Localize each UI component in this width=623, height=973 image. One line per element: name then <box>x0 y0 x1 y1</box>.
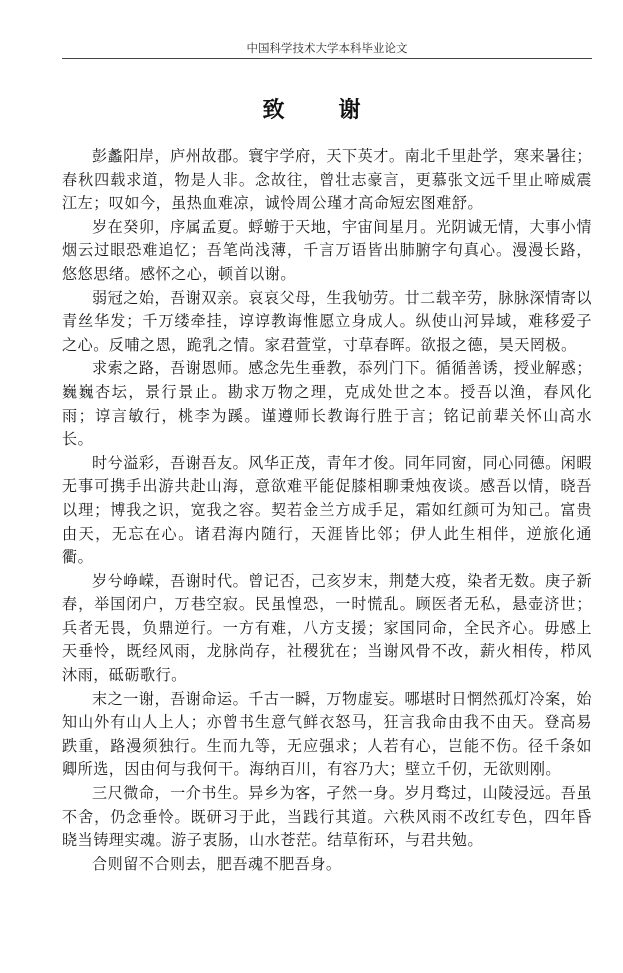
acknowledgement-body <box>62 145 592 876</box>
paragraph: 岁兮峥嵘，吾谢时代。曾记否，己亥岁末，荆楚大疫，染者无数。庚子新春，举国闭户，万巷空寂。民虽惶恐，一时慌乱。顾医者无私，悬壶济世；兵者无畏，负鼎逆行。一方有难，八方支援；家国同命，全民齐心。毋感上天垂怜，既经风雨，龙脉尚存，社稷犹在；当谢风骨不改，薪火相传，栉风沐雨，砥砺歌行。 <box>62 571 592 685</box>
paragraph: 求索之路，吾谢恩师。感念先生垂教，忝列门下。循循善诱，授业解惑；巍巍杏坛，景行景止。勘求万物之理，克成处世之本。授吾以渔，春风化雨；谆言敏行，桃李为蹊。谨遵师长教诲行胜于言；铭记前辈关怀山高水长。 <box>62 359 592 449</box>
paragraph: 合则留不合则去，肥吾魂不肥吾身。 <box>92 854 342 873</box>
paragraph: 彭蠡阳岸，庐州故郡。寰宇学府，天下英才。南北千里赴学，寒来暑往；春秋四载求道，物是人非。念故往，曾壮志豪言，更慕张文远千里止啼威震江左；叹如今，虽热血难凉，诚怜周公瑾才高命短宏图难舒。 <box>62 147 592 213</box>
header-rule <box>62 58 592 59</box>
running-header: 中国科学技术大学本科毕业论文 <box>246 41 408 55</box>
page-title: 致 谢 <box>262 97 377 123</box>
paragraph: 时兮溢彩，吾谢吾友。风华正茂，青年才俊。同年同窗，同心同德。闲暇无事可携手出游共赴山海，意欲难平能促膝相聊秉烛夜谈。感吾以情，晓吾以理；博我之识，宽我之容。契若金兰方成手足，霜如红颜可为知己。富贵由天，无忘在心。诸君海内随行，天涯皆比邻；伊人此生相伴，逆旅化通衢。 <box>62 453 592 567</box>
paragraph: 弱冠之始，吾谢双亲。哀哀父母，生我劬劳。廿二载辛劳，脉脉深情寄以青丝华发；千万缕牵挂，谆谆教诲惟愿立身成人。纵使山河异域，难移爱子之心。反哺之恩，跪乳之情。家君萱堂，寸草春晖。欲报之德，昊天罔极。 <box>62 288 592 354</box>
paragraph: 三尺微命，一介书生。异乡为客，孑然一身。岁月骛过，山陵浸远。吾虽不舍，仍念垂怜。既研习于此，当践行其道。六秩风雨不改红专色，四年昏晓当铸理实魂。游子衷肠，山水苍茫。结草衔环，与君共勉。 <box>62 784 592 850</box>
paragraph: 末之一谢，吾谢命运。千古一瞬，万物虚妄。哪堪时日惘然孤灯冷案，始知山外有山人上人；亦曾书生意气鲜衣怒马，狂言我命由我不由天。登高易跌重，路漫须独行。生而九等，无应强求；人若有心，岂能不伤。径千条如卿所选，因由何与我何干。海纳百川，有容乃大；壁立千仞，无欲则刚。 <box>62 689 592 779</box>
paragraph: 岁在癸卯，序属孟夏。蜉蝣于天地，宇宙间星月。光阴诚无情，大事小情烟云过眼恐难追忆；吾笔尚浅薄，千言万语皆出肺腑字句真心。漫漫长路，悠悠思绪。感怀之心，顿首以谢。 <box>62 217 592 283</box>
